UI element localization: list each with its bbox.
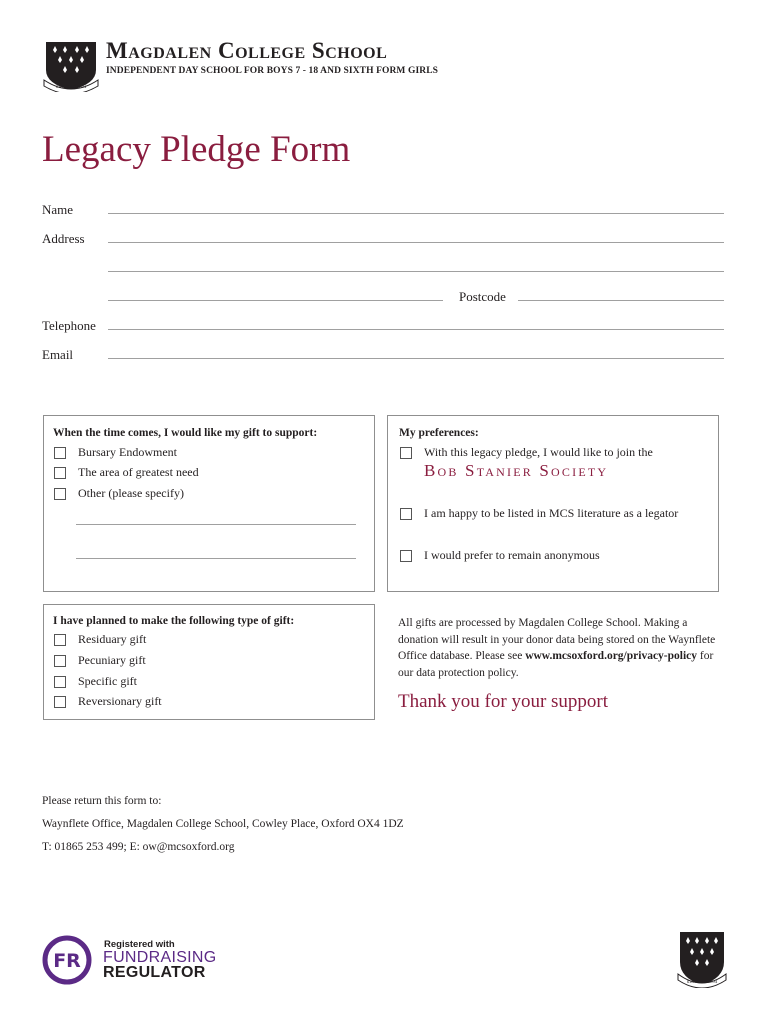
postcode-label: Postcode xyxy=(459,289,506,304)
option-bursary-endowment[interactable] xyxy=(54,445,177,460)
option-label: Reversionary gift xyxy=(78,694,162,708)
society-name: Bob Stanier Society xyxy=(424,461,609,480)
option-pecuniary-gift[interactable] xyxy=(54,653,146,668)
option-label: Bursary Endowment xyxy=(78,445,177,459)
data-protection-notice xyxy=(398,615,728,681)
checkbox[interactable] xyxy=(54,467,66,479)
telephone-field[interactable] xyxy=(108,329,724,330)
option-label: Specific gift xyxy=(78,674,137,688)
gift-support-box xyxy=(43,415,375,592)
address-field-line-1[interactable] xyxy=(108,242,724,243)
name-field[interactable] xyxy=(108,213,724,214)
checkbox[interactable] xyxy=(54,634,66,646)
preferences-title: My preferences: xyxy=(399,427,479,439)
school-crest-logo xyxy=(42,40,100,92)
checkbox[interactable] xyxy=(400,550,412,562)
option-label: I would prefer to remain anonymous xyxy=(424,548,600,562)
preferences-box xyxy=(387,415,719,592)
address-field-line-2[interactable] xyxy=(108,271,724,272)
notice-text: All gifts are processed by Magdalen College School. Making a donation will result in your donor data being stored on the Waynflete Office database. Please see xyxy=(398,617,716,662)
fr-initials: FR xyxy=(53,950,81,972)
checkbox[interactable] xyxy=(400,508,412,520)
school-crest-footer-logo xyxy=(676,930,728,988)
checkbox[interactable] xyxy=(54,655,66,667)
return-heading: Please return this form to: xyxy=(42,795,162,807)
checkbox[interactable] xyxy=(54,696,66,708)
school-subtitle: INDEPENDENT DAY SCHOOL FOR BOYS 7 - 18 AND SIXTH FORM GIRLS xyxy=(106,66,439,76)
address-field-line-3[interactable] xyxy=(108,300,443,301)
checkbox[interactable] xyxy=(54,488,66,500)
return-address: Waynflete Office, Magdalen College School, Cowley Place, Oxford OX4 1DZ xyxy=(42,818,404,830)
option-label: I am happy to be listed in MCS literature as a legator xyxy=(424,506,679,520)
fr-fundraising-text: FUNDRAISING xyxy=(103,949,217,966)
option-label: Other (please specify) xyxy=(78,486,184,500)
thank-you-message: Thank you for your support xyxy=(398,691,609,712)
fr-regulator-text: REGULATOR xyxy=(103,964,206,981)
gift-support-title: When the time comes, I would like my gift to support: xyxy=(53,427,318,439)
return-contact: T: 01865 253 499; E: ow@mcsoxford.org xyxy=(42,841,235,853)
address-label: Address xyxy=(42,231,85,246)
notice-text-end: for our data protection policy. xyxy=(398,650,714,679)
privacy-policy-link[interactable]: www.mcsoxford.org/privacy-policy xyxy=(525,650,698,662)
name-label: Name xyxy=(42,202,74,217)
email-label: Email xyxy=(42,347,74,362)
option-label: The area of greatest need xyxy=(78,465,199,479)
telephone-label: Telephone xyxy=(42,318,96,333)
option-reversionary-gift[interactable] xyxy=(54,694,162,709)
other-specify-line-2[interactable] xyxy=(76,558,356,559)
crest-motto: SICUT LILIUM xyxy=(55,84,87,89)
option-join-society[interactable] xyxy=(400,445,653,460)
option-greatest-need[interactable] xyxy=(54,465,199,480)
option-anonymous[interactable] xyxy=(400,548,600,563)
postcode-field[interactable] xyxy=(518,300,724,301)
option-label: Residuary gift xyxy=(78,632,147,646)
option-residuary-gift[interactable] xyxy=(54,632,146,647)
option-other[interactable] xyxy=(54,486,184,501)
option-listed-legator[interactable] xyxy=(400,506,678,521)
crest-motto-footer: SICUT LILIUM xyxy=(686,979,718,984)
other-specify-line-1[interactable] xyxy=(76,524,356,525)
fr-registered-text: Registered with xyxy=(104,939,175,950)
checkbox[interactable] xyxy=(54,676,66,688)
option-label: Pecuniary gift xyxy=(78,653,146,667)
page-title: Legacy Pledge Form xyxy=(42,129,351,170)
checkbox[interactable] xyxy=(400,447,412,459)
email-field[interactable] xyxy=(108,358,724,359)
school-name: Magdalen College School xyxy=(106,38,388,63)
option-label: With this legacy pledge, I would like to join the xyxy=(424,445,653,459)
gift-type-title: I have planned to make the following type of gift: xyxy=(53,615,295,627)
option-specific-gift[interactable] xyxy=(54,674,137,689)
checkbox[interactable] xyxy=(54,447,66,459)
fundraising-regulator-logo xyxy=(42,935,92,985)
